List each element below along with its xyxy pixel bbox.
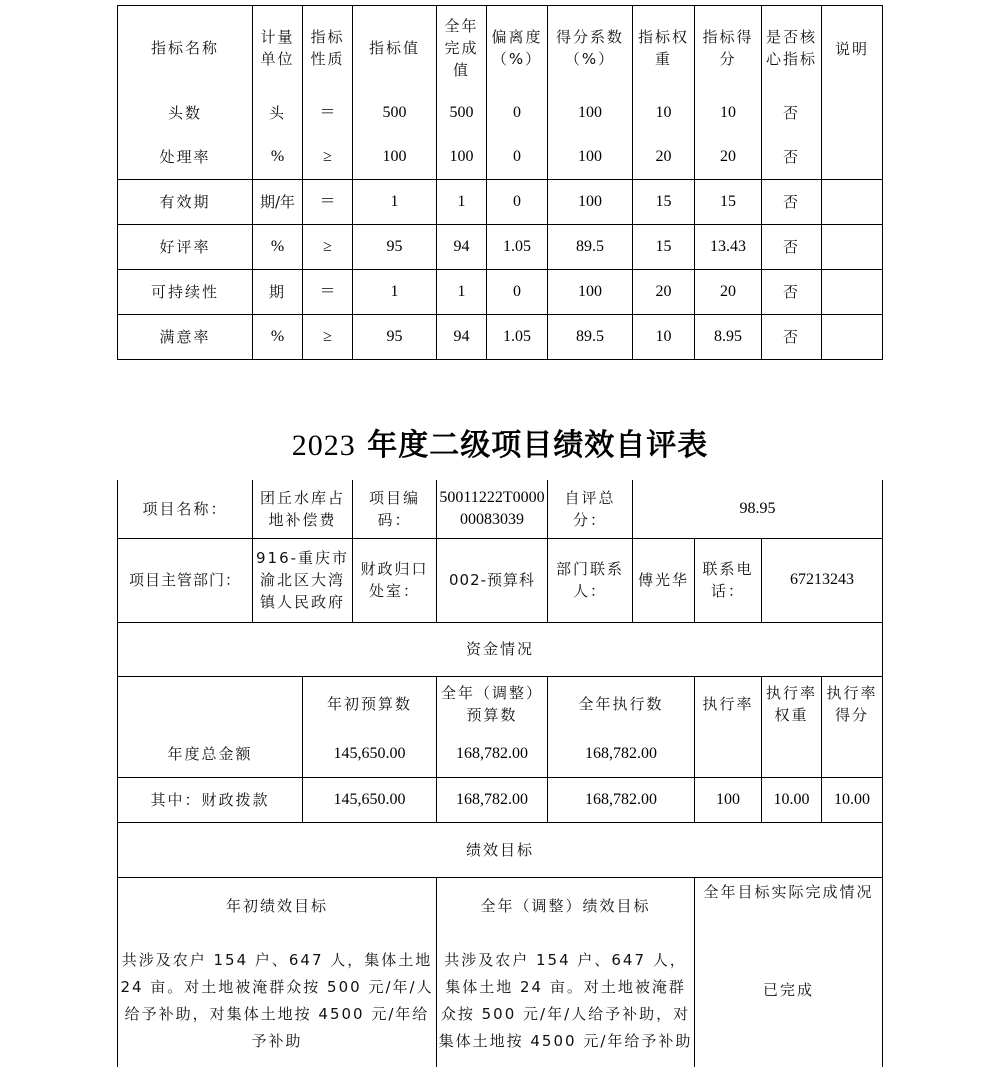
indicator-score: 20	[695, 135, 762, 180]
header-nature: 指标性质	[303, 6, 353, 91]
indicator-actual: 500	[437, 91, 487, 135]
project-code-value: 50011222T000000083039	[437, 480, 548, 538]
indicator-score: 20	[695, 270, 762, 315]
indicator-core: 否	[762, 180, 822, 225]
department-label: 项目主管部门：	[118, 538, 253, 622]
indicator-actual: 94	[437, 225, 487, 270]
indicator-score: 15	[695, 180, 762, 225]
project-info-row	[118, 480, 883, 538]
title-year: 2023	[291, 429, 356, 462]
table-row	[118, 732, 883, 777]
indicator-coefficient: 89.5	[548, 225, 633, 270]
funds-header-rate-weight: 执行率权重	[762, 676, 822, 732]
indicator-actual: 94	[437, 315, 487, 360]
page-title	[0, 420, 1000, 464]
indicator-weight: 20	[633, 270, 695, 315]
indicator-unit: 期/年	[253, 180, 303, 225]
funds-header-executed: 全年执行数	[548, 676, 695, 732]
table-row	[118, 135, 883, 180]
indicator-unit: 期	[253, 270, 303, 315]
indicator-deviation: 1.05	[487, 225, 548, 270]
indicator-table	[117, 5, 883, 360]
funds-section-title: 资金情况	[118, 622, 883, 676]
funds-adjusted: 168,782.00	[437, 777, 548, 822]
indicator-nature: ≥	[303, 135, 353, 180]
indicator-deviation: 1.05	[487, 315, 548, 360]
goals-header-row	[118, 877, 883, 943]
funds-rate	[695, 732, 762, 777]
indicator-deviation: 0	[487, 180, 548, 225]
indicator-note	[822, 225, 883, 270]
goals-adjusted-text: 共涉及农户 154 户、647 人，集体土地 24 亩。对土地被淹群众按 500 元/年/人给予补助，对集体土地按 4500 元/年给予补助	[437, 943, 695, 1067]
indicator-target: 100	[353, 135, 437, 180]
indicator-core: 否	[762, 91, 822, 135]
indicator-note	[822, 270, 883, 315]
project-name-label: 项目名称：	[118, 480, 253, 538]
indicator-deviation: 0	[487, 135, 548, 180]
total-score-value: 98.95	[633, 480, 883, 538]
funds-initial: 145,650.00	[303, 732, 437, 777]
title-text: 年度二级项目绩效自评表	[355, 428, 709, 463]
table-row	[118, 180, 883, 225]
funds-executed: 168,782.00	[548, 732, 695, 777]
funds-rate-weight: 10.00	[762, 777, 822, 822]
funds-rate-weight	[762, 732, 822, 777]
goals-section-row	[118, 822, 883, 877]
phone-label: 联系电话：	[695, 538, 762, 622]
table-row	[118, 91, 883, 135]
indicator-unit: %	[253, 315, 303, 360]
indicator-weight: 15	[633, 180, 695, 225]
funds-header-rate-score: 执行率得分	[822, 676, 883, 732]
indicator-nature: ＝	[303, 270, 353, 315]
table-row	[118, 225, 883, 270]
goals-content-row	[118, 943, 883, 1067]
indicator-weight: 10	[633, 315, 695, 360]
indicator-nature: ≥	[303, 225, 353, 270]
indicator-coefficient: 100	[548, 180, 633, 225]
indicator-deviation: 0	[487, 91, 548, 135]
indicator-actual: 1	[437, 180, 487, 225]
indicator-note	[822, 180, 883, 225]
goals-completion-text: 已完成	[695, 943, 883, 1067]
indicator-target: 500	[353, 91, 437, 135]
indicator-nature: ≥	[303, 315, 353, 360]
header-deviation: 偏离度（%）	[487, 6, 548, 91]
funds-row-label: 年度总金额	[118, 732, 303, 777]
funds-header-initial: 年初预算数	[303, 676, 437, 732]
indicator-coefficient: 100	[548, 135, 633, 180]
funds-row-label: 其中：财政拨款	[118, 777, 303, 822]
indicator-weight: 20	[633, 135, 695, 180]
header-note: 说明	[822, 6, 883, 180]
project-name-value: 团丘水库占地补偿费	[253, 480, 353, 538]
funds-header-row	[118, 676, 883, 732]
funds-header-rate: 执行率	[695, 676, 762, 732]
finance-office-label: 财政归口处室：	[353, 538, 437, 622]
indicator-weight: 10	[633, 91, 695, 135]
indicator-coefficient: 89.5	[548, 315, 633, 360]
header-actual: 全年完成值	[437, 6, 487, 91]
funds-initial: 145,650.00	[303, 777, 437, 822]
indicator-coefficient: 100	[548, 91, 633, 135]
indicator-unit: %	[253, 135, 303, 180]
contact-value: 傅光华	[633, 538, 695, 622]
indicator-nature: ＝	[303, 91, 353, 135]
funds-header-blank	[118, 676, 303, 732]
funds-rate: 100	[695, 777, 762, 822]
header-coefficient: 得分系数（%）	[548, 6, 633, 91]
indicator-target: 1	[353, 180, 437, 225]
indicator-target: 95	[353, 225, 437, 270]
total-score-label: 自评总分：	[548, 480, 633, 538]
project-info-row	[118, 538, 883, 622]
goals-initial-header: 年初绩效目标	[118, 877, 437, 943]
indicator-name: 可持续性	[118, 270, 253, 315]
indicator-unit: 头	[253, 91, 303, 135]
indicator-name: 有效期	[118, 180, 253, 225]
indicator-coefficient: 100	[548, 270, 633, 315]
table-row	[118, 270, 883, 315]
indicator-header-row	[118, 6, 883, 91]
indicator-score: 10	[695, 91, 762, 135]
funds-header-adjusted: 全年（调整）预算数	[437, 676, 548, 732]
indicator-actual: 100	[437, 135, 487, 180]
phone-value: 67213243	[762, 538, 883, 622]
header-target: 指标值	[353, 6, 437, 91]
indicator-score: 13.43	[695, 225, 762, 270]
indicator-name: 满意率	[118, 315, 253, 360]
indicator-name: 好评率	[118, 225, 253, 270]
goals-completion-header: 全年目标实际完成情况	[695, 877, 883, 943]
indicator-weight: 15	[633, 225, 695, 270]
indicator-deviation: 0	[487, 270, 548, 315]
funds-section-row	[118, 622, 883, 676]
table-row	[118, 777, 883, 822]
indicator-core: 否	[762, 270, 822, 315]
funds-executed: 168,782.00	[548, 777, 695, 822]
indicator-target: 1	[353, 270, 437, 315]
indicator-nature: ＝	[303, 180, 353, 225]
department-value: 916-重庆市渝北区大湾镇人民政府	[253, 538, 353, 622]
goals-section-title: 绩效目标	[118, 822, 883, 877]
header-core: 是否核心指标	[762, 6, 822, 91]
goals-initial-text: 共涉及农户 154 户、647 人，集体土地 24 亩。对土地被淹群众按 500 元/年/人给予补助，对集体土地按 4500 元/年给予补助	[118, 943, 437, 1067]
indicator-target: 95	[353, 315, 437, 360]
indicator-score: 8.95	[695, 315, 762, 360]
indicator-name: 头数	[118, 91, 253, 135]
indicator-actual: 1	[437, 270, 487, 315]
self-evaluation-table	[117, 480, 883, 1067]
goals-adjusted-header: 全年（调整）绩效目标	[437, 877, 695, 943]
project-code-label: 项目编码：	[353, 480, 437, 538]
header-unit: 计量单位	[253, 6, 303, 91]
funds-rate-score	[822, 732, 883, 777]
indicator-core: 否	[762, 225, 822, 270]
contact-label: 部门联系人：	[548, 538, 633, 622]
indicator-note	[822, 315, 883, 360]
header-score: 指标得分	[695, 6, 762, 91]
finance-office-value: 002-预算科	[437, 538, 548, 622]
funds-rate-score: 10.00	[822, 777, 883, 822]
indicator-core: 否	[762, 315, 822, 360]
indicator-name: 处理率	[118, 135, 253, 180]
header-indicator-name: 指标名称	[118, 6, 253, 91]
header-weight: 指标权重	[633, 6, 695, 91]
indicator-unit: %	[253, 225, 303, 270]
indicator-core: 否	[762, 135, 822, 180]
table-row	[118, 315, 883, 360]
funds-adjusted: 168,782.00	[437, 732, 548, 777]
